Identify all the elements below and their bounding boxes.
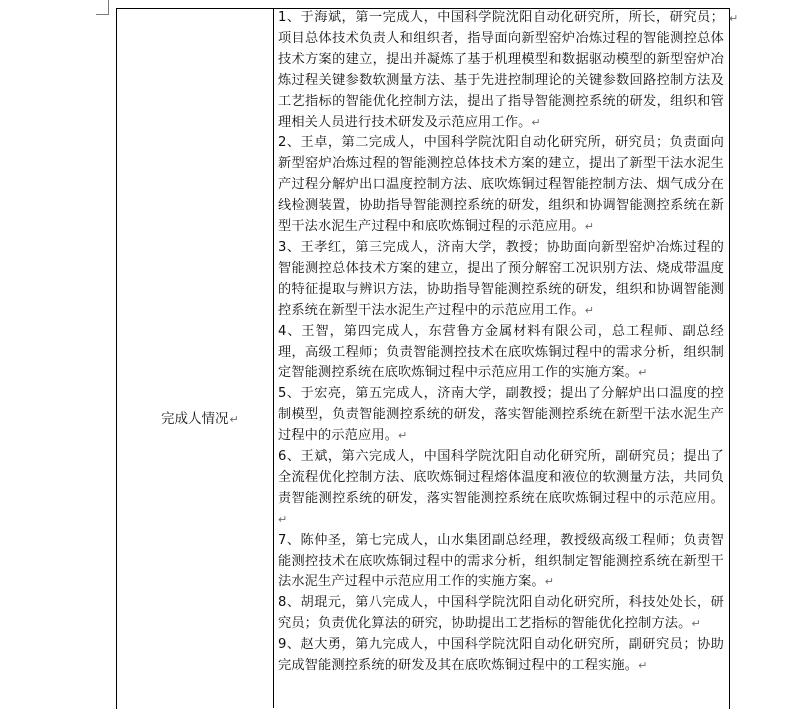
contributor-paragraph: 8、胡琨元，第八完成人，中国科学院沈阳自动化研究所，科技处处长，研究员；负责优化算法的研究，协助提出工艺指标的智能优化控制方法。↵ — [278, 595, 724, 632]
contributor-paragraph: 7、陈仲圣，第七完成人，山水集团副总经理，教授级高级工程师；负责智能测控技术在底吹炼铜过程中的需求分析，组织制定智能测控系统在新型干法水泥生产过程中示范应用工作的实施方案。↵ — [278, 532, 724, 590]
paragraph-mark-icon: ↵ — [691, 617, 701, 631]
contributor-paragraph: 5、于宏亮，第五完成人，济南大学，副教授；提出了分解炉出口温度的控制模型，负责智能测控系统的研发，落实智能测控系统在新型干法水泥生产过程中的示范应用。↵ — [278, 386, 724, 444]
contributors-content-cell[interactable] — [278, 8, 724, 677]
paragraph-mark-icon: ↵ — [398, 429, 408, 443]
contributor-paragraph: 4、王智，第四完成人，东营鲁方金属材料有限公司，总工程师、副总经理，高级工程师；负责智能测控技术在底吹炼铜过程中的需求分析，组织制定智能测控系统在底吹炼铜过程中示范应用工作的实施方案。↵ — [278, 323, 724, 381]
paragraph-mark-icon: ↵ — [531, 115, 541, 129]
cell-end-mark-icon: ↵ — [729, 12, 739, 25]
paragraph-mark-icon: ↵ — [229, 413, 239, 426]
paragraph-mark-icon: ↵ — [278, 512, 288, 526]
margin-corner-marker — [96, 0, 109, 15]
paragraph-mark-icon: ↵ — [544, 575, 555, 589]
left-page-margin — [0, 0, 100, 675]
contributors-label: 完成人情况 — [161, 411, 229, 427]
contributor-paragraph: 3、王孝红，第三完成人，济南大学，教授；协助面向新型窑炉冶炼过程的智能测控总体技术方案的建立，提出了预分解窑工况识别方法、烧成带温度的特征提取与辨识方法，协助指导智能测控系统的研发，组织和协调智能测控系统在新型干法水泥生产过程中的示范应用工作。↵ — [278, 239, 724, 318]
label-cell-text — [161, 407, 239, 427]
contributor-paragraph: 2、王卓，第二完成人，中国科学院沈阳自动化研究所，研究员；负责面向新型窑炉冶炼过程的智能测控总体技术方案的建立，提出了新型干法水泥生产过程分解炉出口温度控制方法、底吹炼铜过程智能控制方法、烟气成分在线检测装置，协助指导智能测控系统的研发，组织和协调智能测控系统在新型干法水泥生产过程中和底吹炼铜过程的示范应用。↵ — [278, 135, 724, 235]
paragraph-mark-icon: ↵ — [638, 366, 648, 380]
paragraph-mark-icon: ↵ — [638, 659, 648, 673]
paragraph-mark-icon: ↵ — [584, 303, 595, 317]
contributor-paragraph: 1、于海斌，第一完成人，中国科学院沈阳自动化研究所，所长，研究员；项目总体技术负责人和组织者，指导面向新型窑炉冶炼过程的智能测控总体技术方案的建立，提出并凝炼了基于机理模型和数据驱动模型的新型窑炉冶炼过程关键参数软测量方法、基于先进控制理论的关键参数回路控制方法及工艺指标的智能优化控制方法，提出了指导智能测控系统的研发，组织和管理相关人员进行技术研发及示范应用工作。↵ — [278, 10, 724, 130]
table-column-divider — [273, 8, 274, 708]
paragraph-mark-icon: ↵ — [584, 220, 595, 234]
contributor-paragraph: 9、赵大勇，第九完成人，中国科学院沈阳自动化研究所，副研究员；协助完成智能测控系统的研发及其在底吹炼铜过程中的工程实施。↵ — [278, 637, 724, 674]
contributor-paragraph: 6、王斌，第六完成人，中国科学院沈阳自动化研究所，副研究员；提出了全流程优化控制方法、底吹炼铜过程熔体温度和液位的软测量方法，共同负责智能测控系统的研发，落实智能测控系统在底吹炼铜过程中的示范应用。↵ — [278, 449, 724, 526]
label-cell[interactable] — [117, 8, 273, 698]
page-right-edge — [790, 0, 797, 675]
